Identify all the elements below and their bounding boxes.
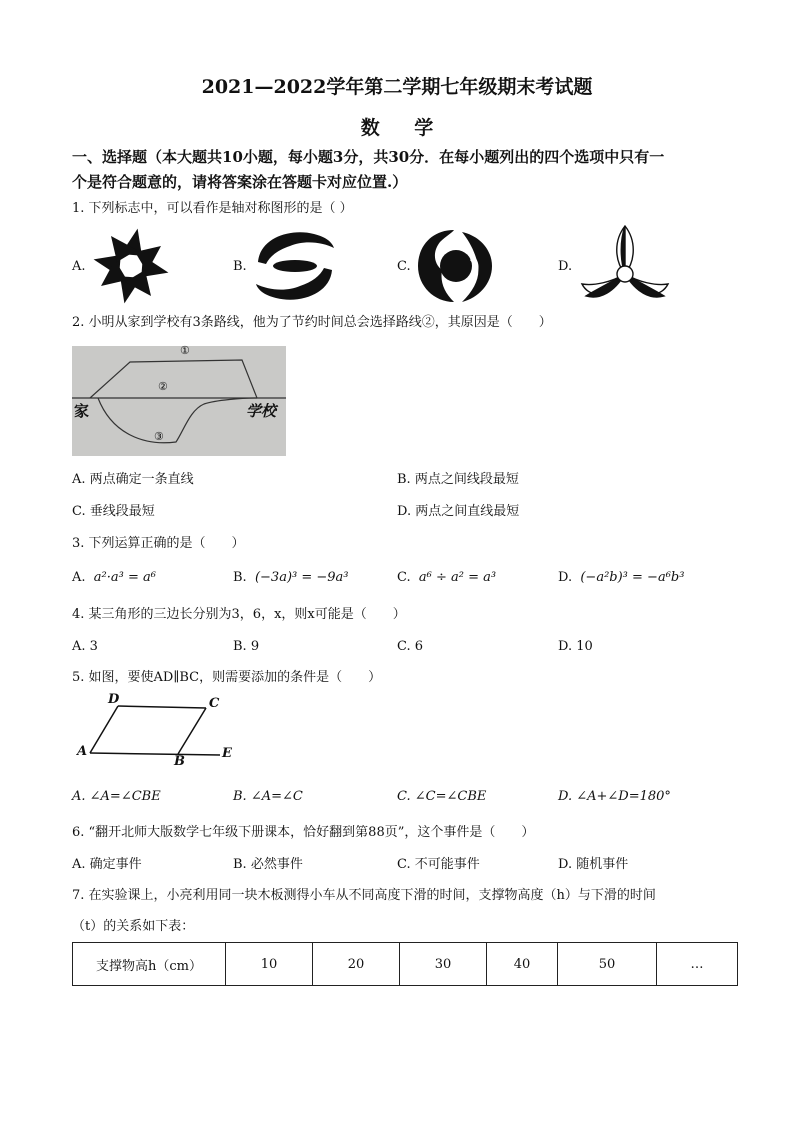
route-1-label: ① <box>180 344 190 357</box>
q3-option-c-math: a⁶ ÷ a² = a³ <box>418 570 497 585</box>
question-6: 6. “翻开北师大版数学七年级下册课本，恰好翻到第88页”，这个事件是（ ） <box>72 825 535 840</box>
q3-option-b-label: B. <box>233 570 247 585</box>
q6-option-d: D. 随机事件 <box>558 857 629 872</box>
q2-option-c: C. 垂线段最短 <box>72 504 155 519</box>
point-d-label: D <box>108 692 120 707</box>
q2-route-figure <box>72 346 286 456</box>
question-1: 1. 下列标志中，可以看作是轴对称图形的是（ ） <box>72 201 353 216</box>
q1-option-b-label: B. <box>233 259 247 274</box>
home-label: 家 <box>74 402 90 420</box>
q4-option-c: C. 6 <box>397 639 424 654</box>
table-cell: 30 <box>400 943 487 986</box>
q3-option-d-label: D. <box>558 570 573 585</box>
q1-option-a-label: A. <box>72 259 86 274</box>
table-cell: 10 <box>226 943 313 986</box>
table-cell: 20 <box>313 943 400 986</box>
q3-option-a-math: a²·a³ = a⁶ <box>93 570 156 585</box>
subject-title: 数 学 <box>360 117 448 139</box>
question-4: 4. 某三角形的三边长分别为3，6，x，则x可能是（ ） <box>72 607 406 622</box>
table-row <box>73 943 738 986</box>
table-cell: … <box>657 943 738 986</box>
q1-option-d-label: D. <box>558 259 573 274</box>
q1-option-a-star-logo <box>90 225 172 307</box>
q1-option-d-logo <box>578 222 672 308</box>
q3-option-c <box>397 569 496 587</box>
q3-option-a-label: A. <box>72 570 86 585</box>
q4-option-a: A. 3 <box>72 639 98 654</box>
section-heading <box>72 145 732 195</box>
route-2-label: ② <box>158 380 168 393</box>
question-2: 2. 小明从家到学校有3条路线，他为了节约时间总会选择路线②，其原因是（ ） <box>72 315 552 330</box>
q6-option-b: B. 必然事件 <box>233 857 303 872</box>
q5-option-a: A. ∠A=∠CBE <box>72 789 161 804</box>
q7-data-table <box>72 942 738 986</box>
question-5: 5. 如图，要使AD∥BC，则需要添加的条件是（ ） <box>72 670 382 685</box>
school-label: 学校 <box>246 402 277 420</box>
q1-option-b-logo <box>252 228 338 304</box>
q3-option-d <box>558 569 684 587</box>
q3-option-b <box>233 569 349 587</box>
route-3-label: ③ <box>154 430 164 443</box>
point-a-label: A <box>77 744 88 759</box>
q5-option-d: D. ∠A+∠D=180° <box>558 789 671 804</box>
q6-option-c: C. 不可能事件 <box>397 857 480 872</box>
q6-option-a: A. 确定事件 <box>72 857 142 872</box>
point-b-label: B <box>174 754 185 769</box>
q2-option-b: B. 两点之间线段最短 <box>397 472 519 487</box>
exam-title: 2021—2022学年第二学期七年级期末考试题 <box>201 76 593 98</box>
section-heading-line2: 个是符合题意的，请将答案涂在答题卡对应位置.） <box>72 173 408 191</box>
q1-option-c-label: C. <box>397 259 411 274</box>
q5-option-b: B. ∠A=∠C <box>233 789 303 804</box>
point-e-label: E <box>222 746 232 761</box>
question-7-line2: （t）的关系如下表： <box>72 919 195 934</box>
q2-option-d: D. 两点之间直线最短 <box>397 504 520 519</box>
q1-option-c-logo <box>414 226 496 306</box>
point-c-label: C <box>209 696 220 711</box>
q3-option-d-math: (−a²b)³ = −a⁶b³ <box>580 570 685 585</box>
table-cell: 50 <box>558 943 657 986</box>
q3-option-b-math: (−3a)³ = −9a³ <box>254 570 349 585</box>
question-7-line1: 7. 在实验课上，小亮利用同一块木板测得小车从不同高度下滑的时间，支撑物高度（h）与下滑的时间 <box>72 888 656 903</box>
q3-option-a <box>72 569 156 587</box>
q5-option-c: C. ∠C=∠CBE <box>397 789 487 804</box>
section-heading-line1: 一、选择题（本大题共10小题，每小题3分，共30分．在每小题列出的四个选项中只有一 <box>72 148 665 166</box>
q5-parallelogram-figure <box>72 694 242 774</box>
q3-option-c-label: C. <box>397 570 411 585</box>
q4-option-b: B. 9 <box>233 639 260 654</box>
question-3: 3. 下列运算正确的是（ ） <box>72 536 245 551</box>
table-header-cell: 支撑物高h（cm） <box>73 943 226 986</box>
q2-option-a: A. 两点确定一条直线 <box>72 472 194 487</box>
table-cell: 40 <box>487 943 558 986</box>
q4-option-d: D. 10 <box>558 639 593 654</box>
